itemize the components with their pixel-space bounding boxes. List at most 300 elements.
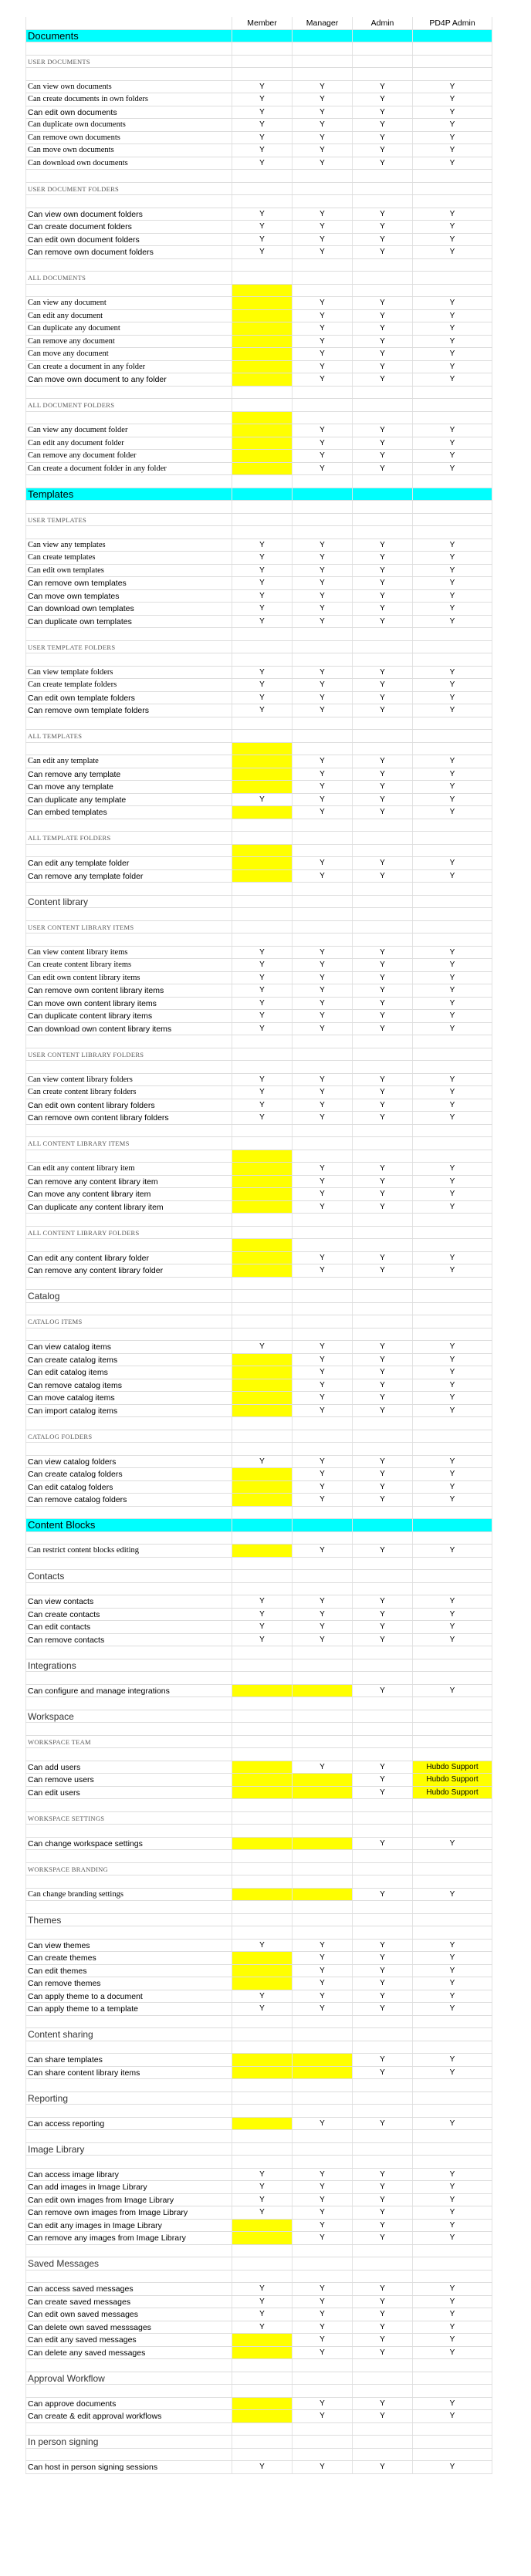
permission-label (25, 2130, 232, 2142)
value-cell-manager (293, 2067, 353, 2079)
value-cell-pd4p-admin (413, 1850, 492, 1862)
value-cell-member: Y (232, 81, 293, 93)
permission-row (25, 2067, 492, 2080)
subsection-title: ALL TEMPLATES (25, 730, 232, 742)
permission-row (25, 322, 492, 336)
value-cell-admin: Y (353, 1761, 413, 1774)
value-cell-member (232, 2347, 293, 2359)
value-cell-admin: Y (353, 692, 413, 704)
blank-row (25, 1150, 492, 1163)
value-cell-admin: Y (353, 1595, 413, 1608)
value-cell-member: Y (232, 234, 293, 246)
value-cell-member (232, 1264, 293, 1277)
value-cell-member (232, 1176, 293, 1188)
value-cell-manager (293, 30, 353, 42)
value-cell-admin (353, 387, 413, 399)
value-cell-manager: Y (293, 972, 353, 984)
permission-row (25, 2321, 492, 2335)
value-cell-pd4p-admin: Y (413, 2347, 492, 2359)
value-cell-admin: Y (353, 424, 413, 437)
blank-row (25, 1926, 492, 1940)
permission-label: Can edit contacts (25, 1621, 232, 1633)
value-cell-admin: Y (353, 1468, 413, 1480)
value-cell-pd4p-admin: Y (413, 81, 492, 93)
value-cell-admin: Y (353, 806, 413, 819)
permission-row (25, 361, 492, 374)
permission-label: Can view any document folder (25, 424, 232, 437)
value-cell-member (232, 1227, 293, 1239)
value-cell-manager: Y (293, 1366, 353, 1379)
permission-label (25, 2156, 232, 2168)
value-cell-admin: Y (353, 144, 413, 157)
value-cell-member (232, 1761, 293, 1774)
value-cell-member (232, 857, 293, 869)
blank-row (25, 628, 492, 641)
value-cell-pd4p-admin (413, 183, 492, 195)
value-cell-manager (293, 1850, 353, 1862)
value-cell-manager: Y (293, 1354, 353, 1366)
value-cell-member (232, 1137, 293, 1150)
value-cell-manager (293, 2079, 353, 2092)
value-cell-manager (293, 1914, 353, 1926)
value-cell-admin (353, 1646, 413, 1659)
value-cell-pd4p-admin: Y (413, 552, 492, 564)
value-cell-manager: Y (293, 1965, 353, 1977)
permission-row (25, 2334, 492, 2347)
value-cell-member (232, 2156, 293, 2168)
value-cell-member: Y (232, 679, 293, 691)
value-cell-admin (353, 285, 413, 297)
value-cell-member (232, 2257, 293, 2270)
value-cell-pd4p-admin (413, 1519, 492, 1531)
permission-row (25, 959, 492, 972)
permission-label: Can view catalog folders (25, 1456, 232, 1468)
permission-label: Can remove own templates (25, 577, 232, 589)
permission-label (25, 1748, 232, 1761)
value-cell-manager (293, 56, 353, 68)
value-cell-manager (293, 1278, 353, 1290)
value-cell-admin (353, 921, 413, 934)
value-cell-member: Y (232, 2308, 293, 2321)
value-cell-member: Y (232, 208, 293, 221)
section-header-row (25, 2436, 492, 2449)
value-cell-member: Y (232, 1010, 293, 1022)
permission-label (25, 42, 232, 55)
section-header-row (25, 1659, 492, 1673)
value-cell-member (232, 2054, 293, 2066)
value-cell-pd4p-admin (413, 1290, 492, 1302)
value-cell-admin: Y (353, 947, 413, 959)
value-cell-admin: Y (353, 208, 413, 221)
permission-label: Can change workspace settings (25, 1838, 232, 1850)
permission-label (25, 387, 232, 399)
blank-row (25, 195, 492, 208)
value-cell-manager: Y (293, 221, 353, 233)
value-cell-pd4p-admin: Y (413, 857, 492, 869)
value-cell-pd4p-admin (413, 934, 492, 946)
value-cell-manager (293, 488, 353, 501)
value-cell-pd4p-admin (413, 514, 492, 526)
value-cell-pd4p-admin: Y (413, 450, 492, 462)
value-cell-pd4p-admin (413, 2079, 492, 2092)
permission-label: Can add images in Image Library (25, 2181, 232, 2193)
value-cell-admin: Y (353, 246, 413, 258)
value-cell-member: Y (232, 2169, 293, 2181)
value-cell-pd4p-admin: Y (413, 246, 492, 258)
blank-row (25, 1507, 492, 1520)
value-cell-admin (353, 1570, 413, 1582)
subsection-header-row (25, 183, 492, 196)
value-cell-pd4p-admin (413, 42, 492, 55)
value-cell-admin: Y (353, 2181, 413, 2193)
permission-row (25, 998, 492, 1011)
value-cell-manager: Y (293, 348, 353, 360)
value-cell-admin (353, 717, 413, 730)
value-cell-pd4p-admin (413, 2385, 492, 2397)
blank-row (25, 1035, 492, 1048)
value-cell-admin: Y (353, 1634, 413, 1646)
permission-label: Can access reporting (25, 2118, 232, 2130)
value-cell-pd4p-admin (413, 1507, 492, 1519)
value-cell-manager (293, 1583, 353, 1595)
value-cell-manager: Y (293, 106, 353, 119)
value-cell-manager: Y (293, 998, 353, 1010)
value-cell-member (232, 832, 293, 844)
value-cell-manager: Y (293, 336, 353, 348)
value-cell-member (232, 870, 293, 883)
permission-label (25, 1150, 232, 1163)
permission-row (25, 1609, 492, 1622)
value-cell-pd4p-admin: Y (413, 348, 492, 360)
value-cell-admin (353, 2359, 413, 2372)
value-cell-admin: Y (353, 1341, 413, 1353)
value-cell-manager: Y (293, 1341, 353, 1353)
permission-row (25, 2054, 492, 2067)
value-cell-pd4p-admin: Y (413, 2410, 492, 2422)
value-cell-pd4p-admin: Y (413, 1405, 492, 1417)
value-cell-admin: Y (353, 322, 413, 335)
value-cell-manager: Y (293, 577, 353, 589)
value-cell-member (232, 1290, 293, 1302)
value-cell-pd4p-admin: Y (413, 1952, 492, 1964)
value-cell-manager: Y (293, 603, 353, 615)
value-cell-manager: Y (293, 297, 353, 309)
permission-row (25, 1379, 492, 1393)
value-cell-admin: Y (353, 1010, 413, 1022)
permission-label (25, 2423, 232, 2436)
section-header-row (25, 1570, 492, 1583)
permission-row (25, 450, 492, 463)
value-cell-manager (293, 399, 353, 411)
permission-label: Can move own content library items (25, 998, 232, 1010)
blank-row (25, 1723, 492, 1736)
value-cell-admin: Y (353, 1774, 413, 1786)
column-header-admin: Admin (353, 17, 413, 29)
permission-label (25, 1417, 232, 1430)
permission-row (25, 972, 492, 985)
permission-label: Can move own document to any folder (25, 373, 232, 386)
value-cell-manager: Y (293, 1099, 353, 1112)
value-cell-pd4p-admin (413, 730, 492, 742)
permission-label (25, 934, 232, 946)
permission-row (25, 870, 492, 883)
value-cell-pd4p-admin (413, 1723, 492, 1735)
subsection-header-row (25, 1863, 492, 1876)
value-cell-manager: Y (293, 755, 353, 768)
value-cell-pd4p-admin: Y (413, 806, 492, 819)
section-title: Contacts (25, 1570, 232, 1582)
value-cell-member (232, 437, 293, 450)
value-cell-manager: Y (293, 1252, 353, 1264)
permission-row (25, 565, 492, 578)
value-cell-manager (293, 2105, 353, 2117)
value-cell-member: Y (232, 552, 293, 564)
permission-label: Can move any template (25, 781, 232, 793)
value-cell-member (232, 501, 293, 513)
permission-row (25, 755, 492, 768)
value-cell-pd4p-admin: Y (413, 1201, 492, 1214)
value-cell-pd4p-admin: Y (413, 755, 492, 768)
value-cell-member (232, 1672, 293, 1684)
value-cell-admin: Y (353, 2410, 413, 2422)
value-cell-manager (293, 883, 353, 895)
value-cell-pd4p-admin (413, 1214, 492, 1226)
value-cell-pd4p-admin: Y (413, 1838, 492, 1850)
value-cell-manager: Y (293, 1379, 353, 1392)
permission-row (25, 1010, 492, 1023)
value-cell-admin (353, 2449, 413, 2461)
value-cell-pd4p-admin (413, 1875, 492, 1888)
permission-row (25, 2003, 492, 2016)
value-cell-admin (353, 845, 413, 857)
section-header-row (25, 2372, 492, 2385)
value-cell-pd4p-admin: Y (413, 577, 492, 589)
permission-label: Can create catalog folders (25, 1468, 232, 1480)
value-cell-admin: Y (353, 463, 413, 475)
value-cell-admin: Y (353, 1977, 413, 1990)
permission-label: Can create catalog items (25, 1354, 232, 1366)
value-cell-admin (353, 1239, 413, 1251)
value-cell-manager (293, 1430, 353, 1443)
subsection-title: USER DOCUMENTS (25, 56, 232, 68)
value-cell-manager: Y (293, 2410, 353, 2422)
permission-label: Can remove own documents (25, 132, 232, 144)
value-cell-manager: Y (293, 2321, 353, 2334)
value-cell-pd4p-admin: Y (413, 1545, 492, 1557)
value-cell-manager: Y (293, 1609, 353, 1621)
subsection-header-row (25, 1048, 492, 1062)
value-cell-pd4p-admin (413, 2245, 492, 2257)
value-cell-member (232, 1519, 293, 1531)
value-cell-member: Y (232, 998, 293, 1010)
value-cell-admin (353, 488, 413, 501)
value-cell-admin: Y (353, 1889, 413, 1901)
value-cell-member (232, 1659, 293, 1672)
value-cell-manager (293, 1748, 353, 1761)
value-cell-member (232, 2092, 293, 2105)
value-cell-member: Y (232, 1456, 293, 1468)
value-cell-admin (353, 2156, 413, 2168)
permission-row (25, 1481, 492, 1494)
permission-row (25, 1201, 492, 1214)
value-cell-member (232, 2398, 293, 2410)
permission-row (25, 2283, 492, 2296)
value-cell-manager (293, 1329, 353, 1341)
value-cell-admin: Y (353, 1188, 413, 1200)
section-header-row (25, 1290, 492, 1303)
blank-row (25, 42, 492, 56)
value-cell-member (232, 1965, 293, 1977)
value-cell-member (232, 514, 293, 526)
value-cell-pd4p-admin (413, 1125, 492, 1137)
value-cell-manager: Y (293, 2461, 353, 2473)
blank-row (25, 1583, 492, 1596)
permission-label (25, 1825, 232, 1837)
value-cell-manager: Y (293, 246, 353, 258)
value-cell-manager: Y (293, 208, 353, 221)
value-cell-admin: Y (353, 373, 413, 386)
value-cell-member (232, 2245, 293, 2257)
value-cell-admin (353, 1736, 413, 1748)
permission-label: Can remove catalog folders (25, 1494, 232, 1506)
value-cell-admin: Y (353, 667, 413, 679)
permission-label: Can remove any template (25, 768, 232, 781)
permission-label: Can remove own template folders (25, 704, 232, 717)
permission-label: Can edit catalog folders (25, 1481, 232, 1494)
section-header-row (25, 2257, 492, 2270)
value-cell-manager: Y (293, 2003, 353, 2015)
permission-label: Can remove own content library folders (25, 1112, 232, 1124)
value-cell-manager (293, 832, 353, 844)
value-cell-admin: Y (353, 1163, 413, 1175)
value-cell-admin (353, 2016, 413, 2028)
permission-label: Can edit own document folders (25, 234, 232, 246)
blank-row (25, 653, 492, 667)
permission-row (25, 2347, 492, 2360)
section-title: Catalog (25, 1290, 232, 1302)
value-cell-admin (353, 412, 413, 424)
value-cell-member: Y (232, 577, 293, 589)
column-header-member: Member (232, 17, 293, 29)
value-cell-member (232, 2220, 293, 2232)
value-cell-pd4p-admin (413, 2436, 492, 2448)
value-cell-pd4p-admin: Y (413, 794, 492, 806)
permission-label: Can approve documents (25, 2398, 232, 2410)
value-cell-member: Y (232, 667, 293, 679)
value-cell-manager: Y (293, 2118, 353, 2130)
value-cell-member (232, 1239, 293, 1251)
value-cell-member: Y (232, 1595, 293, 1608)
permission-label: Can edit any document (25, 310, 232, 322)
value-cell-admin (353, 1532, 413, 1545)
permission-label: Can edit own templates (25, 565, 232, 577)
blank-row (25, 1901, 492, 1914)
subsection-header-row (25, 56, 492, 69)
value-cell-manager: Y (293, 361, 353, 373)
value-cell-member (232, 310, 293, 322)
value-cell-admin (353, 1850, 413, 1862)
value-cell-member (232, 1558, 293, 1570)
blank-row (25, 2130, 492, 2143)
permission-label: Can create themes (25, 1952, 232, 1964)
blank-row (25, 2079, 492, 2092)
value-cell-pd4p-admin: Y (413, 1621, 492, 1633)
permission-label: Can download own templates (25, 603, 232, 615)
value-cell-pd4p-admin (413, 2130, 492, 2142)
permission-label: Can duplicate any template (25, 794, 232, 806)
subsection-header-row (25, 1137, 492, 1150)
value-cell-member: Y (232, 106, 293, 119)
value-cell-admin (353, 170, 413, 182)
value-cell-member (232, 412, 293, 424)
value-cell-admin: Y (353, 539, 413, 552)
value-cell-member (232, 1901, 293, 1913)
blank-row (25, 1850, 492, 1863)
value-cell-pd4p-admin: Y (413, 2296, 492, 2308)
value-cell-admin (353, 934, 413, 946)
permission-row (25, 1188, 492, 1201)
permission-label: Can edit own documents (25, 106, 232, 119)
permission-label: Can remove any document (25, 336, 232, 348)
value-cell-member (232, 934, 293, 946)
permission-row (25, 552, 492, 565)
value-cell-member: Y (232, 93, 293, 106)
value-cell-pd4p-admin: Y (413, 2118, 492, 2130)
value-cell-member (232, 1379, 293, 1392)
blank-row (25, 2016, 492, 2029)
permission-label: Can remove any content library folder (25, 1264, 232, 1277)
permission-label (25, 195, 232, 208)
column-header-manager: Manager (293, 17, 353, 29)
value-cell-admin: Y (353, 310, 413, 322)
value-cell-manager (293, 1889, 353, 1901)
value-cell-manager (293, 195, 353, 208)
value-cell-admin: Y (353, 2308, 413, 2321)
subsection-title: CATALOG ITEMS (25, 1315, 232, 1328)
value-cell-member (232, 361, 293, 373)
permission-label: Can remove any template folder (25, 870, 232, 883)
value-cell-pd4p-admin: Y (413, 679, 492, 691)
value-cell-admin: Y (353, 1023, 413, 1035)
permission-label: Can edit own content library items (25, 972, 232, 984)
value-cell-admin (353, 1672, 413, 1684)
permission-label: Can view template folders (25, 667, 232, 679)
value-cell-admin (353, 628, 413, 640)
value-cell-member: Y (232, 2003, 293, 2015)
permission-row (25, 1112, 492, 1125)
permission-label (25, 1239, 232, 1251)
value-cell-manager (293, 819, 353, 832)
value-cell-admin (353, 1227, 413, 1239)
permission-label (25, 412, 232, 424)
value-cell-manager: Y (293, 1634, 353, 1646)
value-cell-pd4p-admin (413, 832, 492, 844)
subsection-title: ALL DOCUMENT FOLDERS (25, 399, 232, 411)
permission-label (25, 475, 232, 488)
value-cell-manager (293, 1290, 353, 1302)
permission-label: Can view own documents (25, 81, 232, 93)
value-cell-member (232, 1926, 293, 1939)
blank-row (25, 1329, 492, 1342)
value-cell-pd4p-admin (413, 1532, 492, 1545)
value-cell-pd4p-admin (413, 2423, 492, 2436)
value-cell-admin (353, 1519, 413, 1531)
value-cell-pd4p-admin (413, 526, 492, 538)
value-cell-member (232, 883, 293, 895)
value-cell-member (232, 1850, 293, 1862)
subsection-header-row (25, 832, 492, 845)
value-cell-manager (293, 2016, 353, 2028)
